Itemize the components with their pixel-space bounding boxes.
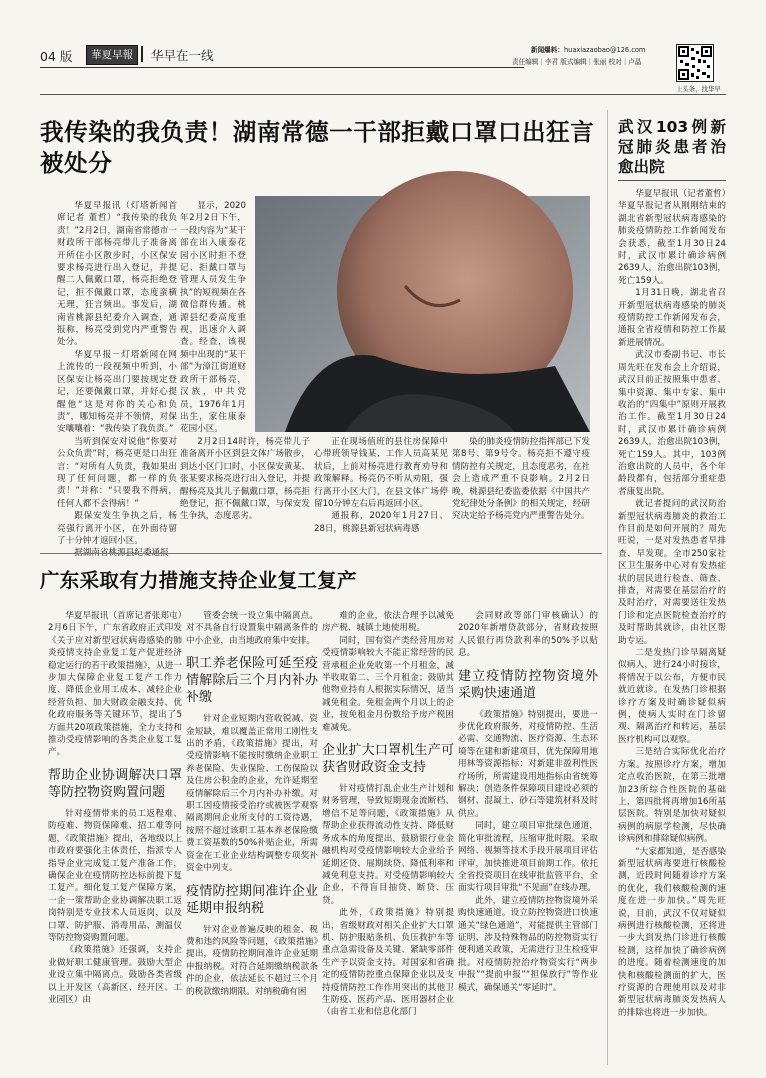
paragraph: 武汉市委副书记、市长周先旺在发布会上介绍说，武汉目前正按照集中患者、集中资源、集中专家、集中收治的“四集中”原则开展救治工作。截至1月30日24时，武汉市累计确诊病例2639人，治愈出院103例，死亡159人。其中，103例治愈出院的人员中，各个年龄段都有，包括部分重症患者康复出院。 bbox=[618, 350, 726, 497]
paragraph: 2月2日14时许，杨亮带儿子准备离开小区到县文体广场散步，到达小区门口时，小区保安黄某、张某要求杨亮进行出入登记，并提醒杨亮及其儿子佩戴口罩，杨亮拒绝登记，拒不佩戴口罩，与保安发生争执，态度恶劣。 bbox=[180, 437, 310, 522]
article1-col3 bbox=[314, 436, 448, 546]
article2-col4 bbox=[458, 610, 598, 1065]
paragraph: 《政策措施》还强调，支持企业做好职工健康管理。鼓励大型企业设立集中隔离点。鼓励各类省级以上开发区（高新区、经开区、工业园区）由 bbox=[48, 945, 182, 1005]
paragraph: 显示，2020年2月2日下午，一段内容为“某干部在出入康泰花园小区时拒不登记、拒戴口罩与管理人员发生争执”的短视频在各微信群传播。桃源县纪委高度重视，迅速介入调查。经查，该视频中出现的“某干部”为漳江街道财政所干部杨亮，汉族，中共党员，1976年1月出生，家住康泰花园小区。 bbox=[180, 201, 246, 435]
subheading: 帮助企业协调解决口罩等防控物资购置问题 bbox=[48, 767, 182, 800]
paragraph: 华夏早报讯（记者董哲）华夏早报记者从刚刚结束的湖北省新型冠状病毒感染的肺炎疫情防控工作新闻发布会获悉，截至1月30日24时，武汉市累计确诊病例2639人，治愈出院103例，死亡159人。 bbox=[618, 189, 726, 286]
paragraph: 此外，《政策措施》特别提出，省级财政对相关企业扩大口罩机、防护服贴条机、负压救护车等重点急需设备及关键、紧缺零部件生产予以资金支持。对国家和省确定的疫情防控重点保障企业以及支持疫情防控工作作用突出的其他卫生防疫、医药产品、医用器材企业（由省工业和信息化部门 bbox=[322, 908, 454, 1018]
paragraph: 会同财政等部门审核确认）的2020年新增贷款部分，省财政按照人民银行再贷款利率的50%予以贴息。 bbox=[458, 611, 598, 659]
subheading: 建立疫情防控物资境外采购快速通道 bbox=[458, 668, 598, 701]
paragraph: 正在现场值班的县住房保障中心带班领导钱某、工作人员高某见状后，上前对杨亮进行教育劝导和政策解释。杨亮仍不听从劝阻，强行离开小区大门，在县文体广场停留10分钟左右后再返回小区。 bbox=[314, 437, 448, 510]
paragraph: 针对企业普遍反映的租金、税费和违约风险等问题，《政策措施》提出，疫情防控期间准许企业延期申报纳税。对符合延期缴纳税款条件的企业，依法延长不超过三个月的税款缴纳期限。对纳税确有困 bbox=[186, 924, 318, 997]
header-separator bbox=[141, 46, 143, 62]
hotline-label: 新闻爆料： bbox=[531, 46, 564, 54]
paragraph: 同时，建立项目审批绿色通道，简化审批流程，压缩审批时限。采取网络、视频等技术手段开展项目评估评审，加快推进项目前期工作。依托全省投资项目在线审批监管平台，全面实行项目审批“不见面”在线办理。 bbox=[458, 821, 598, 894]
paragraph: “大家都知道，是否感染新型冠状病毒要进行核酸检测，近段时间随着诊疗方案的优化，我们核酸检测的速度在进一步加快。”周先旺说，目前，武汉不仅对疑似病例进行核酸检测，还将进一步大到发热门诊进行核酸检测，这样加快了确诊病例的进度。随着检测速度的加快和核酸检测面的扩大，医疗资源的合理使用以及对非新型冠状病毒肺炎发热病人的排除也将进一步加快。 bbox=[618, 846, 726, 1018]
subheading: 疫情防控期间准许企业延期申报纳税 bbox=[186, 883, 318, 916]
paragraph: 华夏早报讯（首席记者张郑屯）2月6日下午，广东省政府正式印发《关于应对新型冠状病毒感染的肺炎疫情支持企业复工复产促进经济稳定运行的若干政策措施》，从进一步加大保障企业复工复产工作力度、降低企业用工成本、减轻企业经营负担、加大财政金融支持、优化政府服务等关键环节，提出了5方面共20项政策措施，全力支持和推动受疫情影响的各类企业复工复产。 bbox=[48, 611, 182, 758]
article1-col4 bbox=[452, 436, 590, 546]
paragraph: 1月31日晚，湖北省召开新型冠状病毒感染的肺炎疫情防控工作新闻发布会，通报全省疫情和防控工作最新进展情况。 bbox=[618, 288, 726, 348]
subheading: 企业扩大口罩机生产可获省财政资金支持 bbox=[322, 743, 454, 776]
paragraph: 染的肺炎疫情防控指挥部已下发第8号、第9号令。杨亮拒不遵守疫情防控有关规定，且态度恶劣，在社会上造成严重不良影响。2月2日晚，桃源县纪委监委依据《中国共产党纪律处分条例》的相关规定，经研究决定给予杨亮党内严重警告处分。 bbox=[452, 437, 590, 522]
section-divider bbox=[40, 553, 602, 554]
subheading: 职工养老保险可延至疫情解除后三个月内补办补缴 bbox=[186, 656, 318, 706]
paragraph: 当听到保安对说他“你要对公众负责”时，杨亮更是口出狂言：“对所有人负责，我如果出现了任何问题，都一样的负责！”并称：“只要我不得病，任何人都不会得病！” bbox=[57, 436, 177, 509]
article2-col1 bbox=[48, 610, 182, 1065]
editors-credit: 责任编辑｜李君 版式编辑｜张丽 校对｜卢晶 bbox=[512, 58, 642, 66]
video-still-image bbox=[255, 196, 590, 432]
paragraph: 二是发热门诊早隔离疑似病人，进行24小时接诊，将情况于以公布，方便市民就近就诊。在发热门诊根据诊疗方案及时确诊疑似病例，使病人实时在门诊留观、隔离治疗和转运，基层医疗机构可以观察。 bbox=[618, 648, 726, 745]
article2-col2 bbox=[186, 610, 318, 1065]
article1-col2-bottom bbox=[180, 436, 310, 546]
article1-headline: 我传染的我负责！湖南常德一干部拒戴口罩口出狂言被处分 bbox=[40, 118, 595, 177]
qr-caption: 上头条，找华早 bbox=[676, 85, 721, 93]
header-bottom-rule bbox=[40, 94, 726, 95]
paragraph: 此外，建立疫情防控物资境外采购快速通道。设立防控物资进口快速通关“绿色通道”，对能提供主管部门证明、涉及特殊物品的防控物资实行便利通关政策，无需进行卫生检疫审批。对疫情防控治疗物资实行“两步申报”“提前申报”“担保放行”等作业模式，确保通关“零延时”。 bbox=[458, 895, 598, 993]
paragraph: 《政策措施》特别提出，要进一步优化政府服务，对疫情防控、生活必需、交通物流、医疗资源、生态环境等在建和新建项目，优先保障用地用林等资源指标；对新建非盈利性医疗场所，所需建设用地指标由省统筹解决；创造条件保障项目建设必须的钢材、混凝土、砂石等建筑材料及时供应。 bbox=[458, 709, 598, 819]
paragraph: 管委会统一设立集中隔离点。对不具备自行设置集中隔离条件的中小企业，由当地政府集中安排。 bbox=[186, 611, 318, 646]
page-number: 04 版 bbox=[40, 49, 73, 64]
paragraph: 华夏早报－灯塔新闻在网上流传的一段视频中听到，小区保安让杨亮出门要按规定登记，还要佩戴口罩，并好心提醒他“这是对你的关心和负责”，哪知杨亮并不领情，对保安嚷嚷着：“我传染了我负责。” bbox=[57, 349, 177, 435]
article2-col3 bbox=[322, 610, 454, 1065]
article1-col1 bbox=[57, 200, 177, 545]
hotline bbox=[531, 44, 645, 54]
paragraph: 跟保安发生争执之后，杨亮强行离开小区，在外面待留了十分钟才返回小区。 bbox=[57, 511, 177, 546]
paragraph: 就记者提问的武汉防治新型冠状病毒肺炎的救治工作目前是如何开展的？周先旺说，一是对发热患者早排查、早发现。全市250家社区卫生服务中心对有发热症状的居民进行检查、筛查、排查，对需要在基层治疗的及时治疗，对需要送往发热门诊和定点医院检查治疗的及时帮助其就诊，由社区帮助专运。 bbox=[618, 499, 726, 646]
article1-col2-top bbox=[180, 200, 246, 435]
paragraph: 针对疫情带来的员工返程难、防疫难、物资保障难、招工难等问题，《政策措施》提出，各地级以上市政府要强化主体责任，指派专人指导企业完成复工复产准备工作，确保企业在疫情防控达标前提下复工复产。细化复工复产保障方案，一企一策帮助企业协调解决职工返岗特别是专业技术人员返岗，以及口罩、防护服、消毒用品、测温仪等防控物资购置问题。 bbox=[48, 808, 182, 943]
paragraph: 难的企业，依法合理予以减免房产税、城镇土地使用税。 bbox=[322, 611, 454, 634]
hotline-email[interactable]: huaxiazaobao@126.com bbox=[563, 46, 646, 54]
section-title: 华早在一线 bbox=[151, 48, 214, 63]
article2-headline: 广东采取有力措施支持企业复工复产 bbox=[40, 569, 357, 592]
paragraph: 同时，国有资产类经营用房对受疫情影响较大不能正常经营的民营承租企业免收第一个月租金，减半收取第二、三个月租金；鼓励其他物业持有人根据实际情况，适当减免租金。免租金两个月以上的企业，按免租金月份数给予房产税困难减免。 bbox=[322, 635, 454, 733]
sidebar-headline-rule bbox=[618, 180, 726, 181]
paragraph: 华夏早报讯（灯塔新闻首席记者 董哲）“我传染的我负责！”2月2日，湖南省常德市一财政所干部杨亮带儿子准备离开所住小区散步时，小区保安要求杨亮进行出入登记，并提醒二人佩戴口罩，杨亮拒绝登记，拒不佩戴口罩，态度蛮横无理，狂言频出。事发后，湖南省桃源县纪委介入调查，通报称，杨亮受到党内严重警告处分。 bbox=[57, 201, 177, 348]
sidebar-body bbox=[618, 188, 726, 1066]
paragraph: 针对疫情打乱企业生产计划和财务管理，导致短期现金流断档、增信不足等问题，《政策措施》从帮助企业获得流动性支持、降低财务成本的角度提出，鼓励银行业金融机构对受疫情影响较大企业给予延期还贷、展期续贷、降低利率和减免利息支持。对受疫情影响较大企业，不得盲目抽贷、断贷、压贷。 bbox=[322, 784, 454, 906]
sidebar-headline: 武汉103例新冠肺炎患者治愈出院 bbox=[618, 118, 726, 176]
qr-code-icon[interactable] bbox=[676, 44, 714, 82]
paragraph: 通报称，2020年1月27日、28日，桃源县新冠状病毒感 bbox=[314, 511, 448, 534]
header-rule bbox=[40, 67, 524, 68]
newspaper-logo: 華夏早報 bbox=[86, 45, 138, 65]
news-photo bbox=[255, 196, 590, 432]
paragraph: 三是结合实际优化治疗方案。按照诊疗方案，增加定点收治医院，在第三批增加23所综合性医院的基础上，第四批将再增加16所基层医院。特别是加快对疑似病例的病原学检测，尽快确诊病例和排除疑似病例。 bbox=[618, 747, 726, 845]
paragraph: 针对企业短期内营收锐减、资金短缺，难以覆盖正常用工刚性支出的矛盾，《政策措施》提出，对受疫情影响不能按时缴纳企业职工养老保险、失业保险、工伤保险以及住房公积金的企业，允许延期至疫情解除后三个月内补办补缴。对职工因疫情接受治疗或被医学观察隔离期间企业所支付的工资待遇，按照不超过该职工基本养老保险缴费工资基数的50%补贴企业，所需资金在工业企业结构调整专项奖补资金中列支。 bbox=[186, 714, 318, 874]
sidebar-divider bbox=[607, 110, 608, 1065]
page-header bbox=[0, 0, 766, 80]
